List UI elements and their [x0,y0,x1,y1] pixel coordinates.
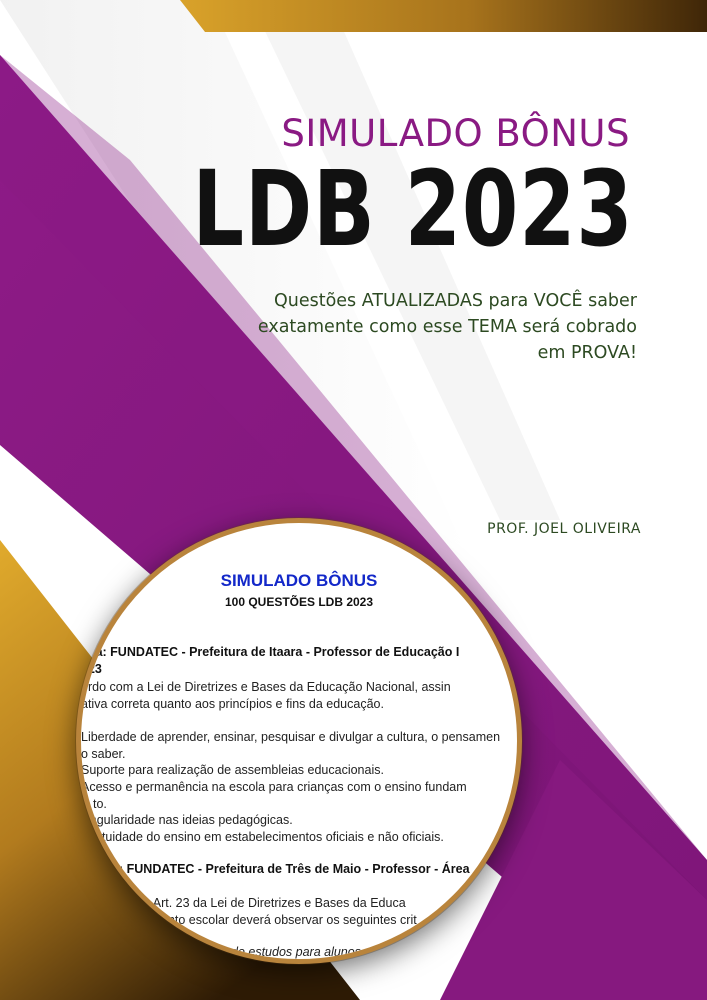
preview-question-header: 023 [81,662,102,676]
cover-author: PROF. JOEL OLIVEIRA [487,521,641,537]
preview-text-line: o Art. 23 da Lei de Diretrizes e Bases da Educa [143,896,406,910]
preview-text-line: ento escolar deverá observar os seguintes crit [161,913,417,927]
preview-option: atuidade do ensino em estabelecimentos oficiais e não oficiais. [95,830,444,844]
magnifier-preview [76,518,522,964]
subtitle-line: Questões ATUALIZADAS para VOCÊ saber [273,291,637,311]
preview-subtitle: 100 QUESTÕES LDB 2023 [224,595,374,609]
subtitle-line: em PROVA! [537,343,637,363]
preview-option: Liberdade de aprender, ensinar, pesquisar e divulgar a cultura, o pensamen [81,730,501,744]
preview-text-line: ativa correta quanto aos princípios e fins da educação. [81,697,384,711]
cover-title-main: LDB 2023 [192,148,634,270]
document-preview [81,523,517,959]
preview-question-header: : FUNDATEC - Prefeitura de Três de Maio - Professor - Área [119,862,470,876]
cover-subtitle [207,288,637,366]
preview-title: SIMULADO BÔNUS [220,571,378,590]
preview-question-header: ova: FUNDATEC - Prefeitura de Itaara - Professor de Educação I [81,645,460,659]
preview-option: Acesso e permanência na escola para crianças com o ensino fundam [81,780,467,794]
cover-title-top: SIMULADO BÔNUS [281,112,630,155]
preview-text-line: de estudos para alunos [231,945,361,959]
gold-bar-top [180,0,707,32]
preview-option: Suporte para realização de assembleias educacionais. [81,763,384,777]
preview-text-line: ordo com a Lei de Diretrizes e Bases da Educação Nacional, assin [81,680,451,694]
preview-option: ingularidade nas ideias pedagógicas. [87,813,293,827]
preview-option: to. [93,797,107,811]
preview-option: o saber. [81,747,126,761]
subtitle-line: exatamente como esse TEMA será cobrado [257,317,637,337]
